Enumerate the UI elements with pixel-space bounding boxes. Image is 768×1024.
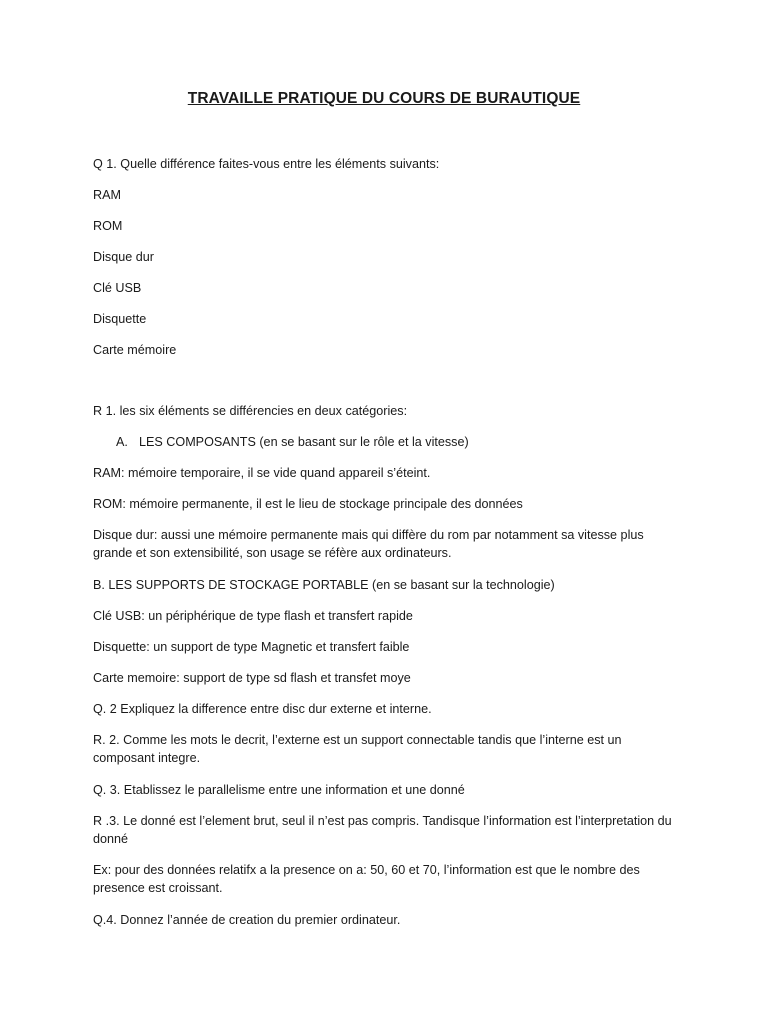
example-text: Ex: pour des données relatifx a la presence on a: 50, 60 et 70, l’information est que le nombre des presence est croissant. xyxy=(93,863,640,895)
disque-dur-definition: Disque dur: aussi une mémoire permanente mais qui diffère du rom par notamment sa vitesse plus grande et son extensibilité, son usage se réfère aux ordinateurs. xyxy=(93,528,644,560)
list-item-disque-dur: Disque dur xyxy=(93,250,154,264)
section-a-text: LES COMPOSANTS (en se basant sur le rôle et la vitesse) xyxy=(139,435,469,449)
section-a-marker: A. xyxy=(116,435,128,449)
question-4: Q.4. Donnez l’année de creation du premier ordinateur. xyxy=(93,913,401,927)
list-item-ram: RAM xyxy=(93,188,121,202)
answer-1: R 1. les six éléments se différencies en deux catégories: xyxy=(93,404,408,418)
document-title: TRAVAILLE PRATIQUE DU COURS DE BURAUTIQUE xyxy=(187,90,581,107)
carte-memoire-definition: Carte memoire: support de type sd flash et transfet moye xyxy=(93,671,411,685)
list-item-rom: ROM xyxy=(93,219,123,233)
section-a-heading xyxy=(116,433,706,451)
disquette-definition: Disquette: un support de type Magnetic et transfert faible xyxy=(93,640,410,654)
rom-definition: ROM: mémoire permanente, il est le lieu de stockage principale des données xyxy=(93,497,523,511)
list-item-carte-memoire: Carte mémoire xyxy=(93,343,177,357)
list-item-disquette: Disquette xyxy=(93,312,147,326)
question-3: Q. 3. Etablissez le parallelisme entre une information et une donné xyxy=(93,783,465,797)
question-2: Q. 2 Expliquez la difference entre disc dur externe et interne. xyxy=(93,702,432,716)
cle-usb-definition: Clé USB: un périphérique de type flash et transfert rapide xyxy=(93,609,413,623)
question-1: Q 1. Quelle différence faites-vous entre les éléments suivants: xyxy=(93,157,440,171)
list-item-cle-usb: Clé USB xyxy=(93,281,142,295)
answer-3: R .3. Le donné est l’element brut, seul il n’est pas compris. Tandisque l’information est l’interpretation du donné xyxy=(93,814,672,846)
ram-definition: RAM: mémoire temporaire, il se vide quand appareil s’éteint. xyxy=(93,466,431,480)
answer-2: R. 2. Comme les mots le decrit, l’externe est un support connectable tandis que l’interne est un composant integre. xyxy=(93,733,622,765)
section-b-heading: B. LES SUPPORTS DE STOCKAGE PORTABLE (en se basant sur la technologie) xyxy=(93,578,555,592)
